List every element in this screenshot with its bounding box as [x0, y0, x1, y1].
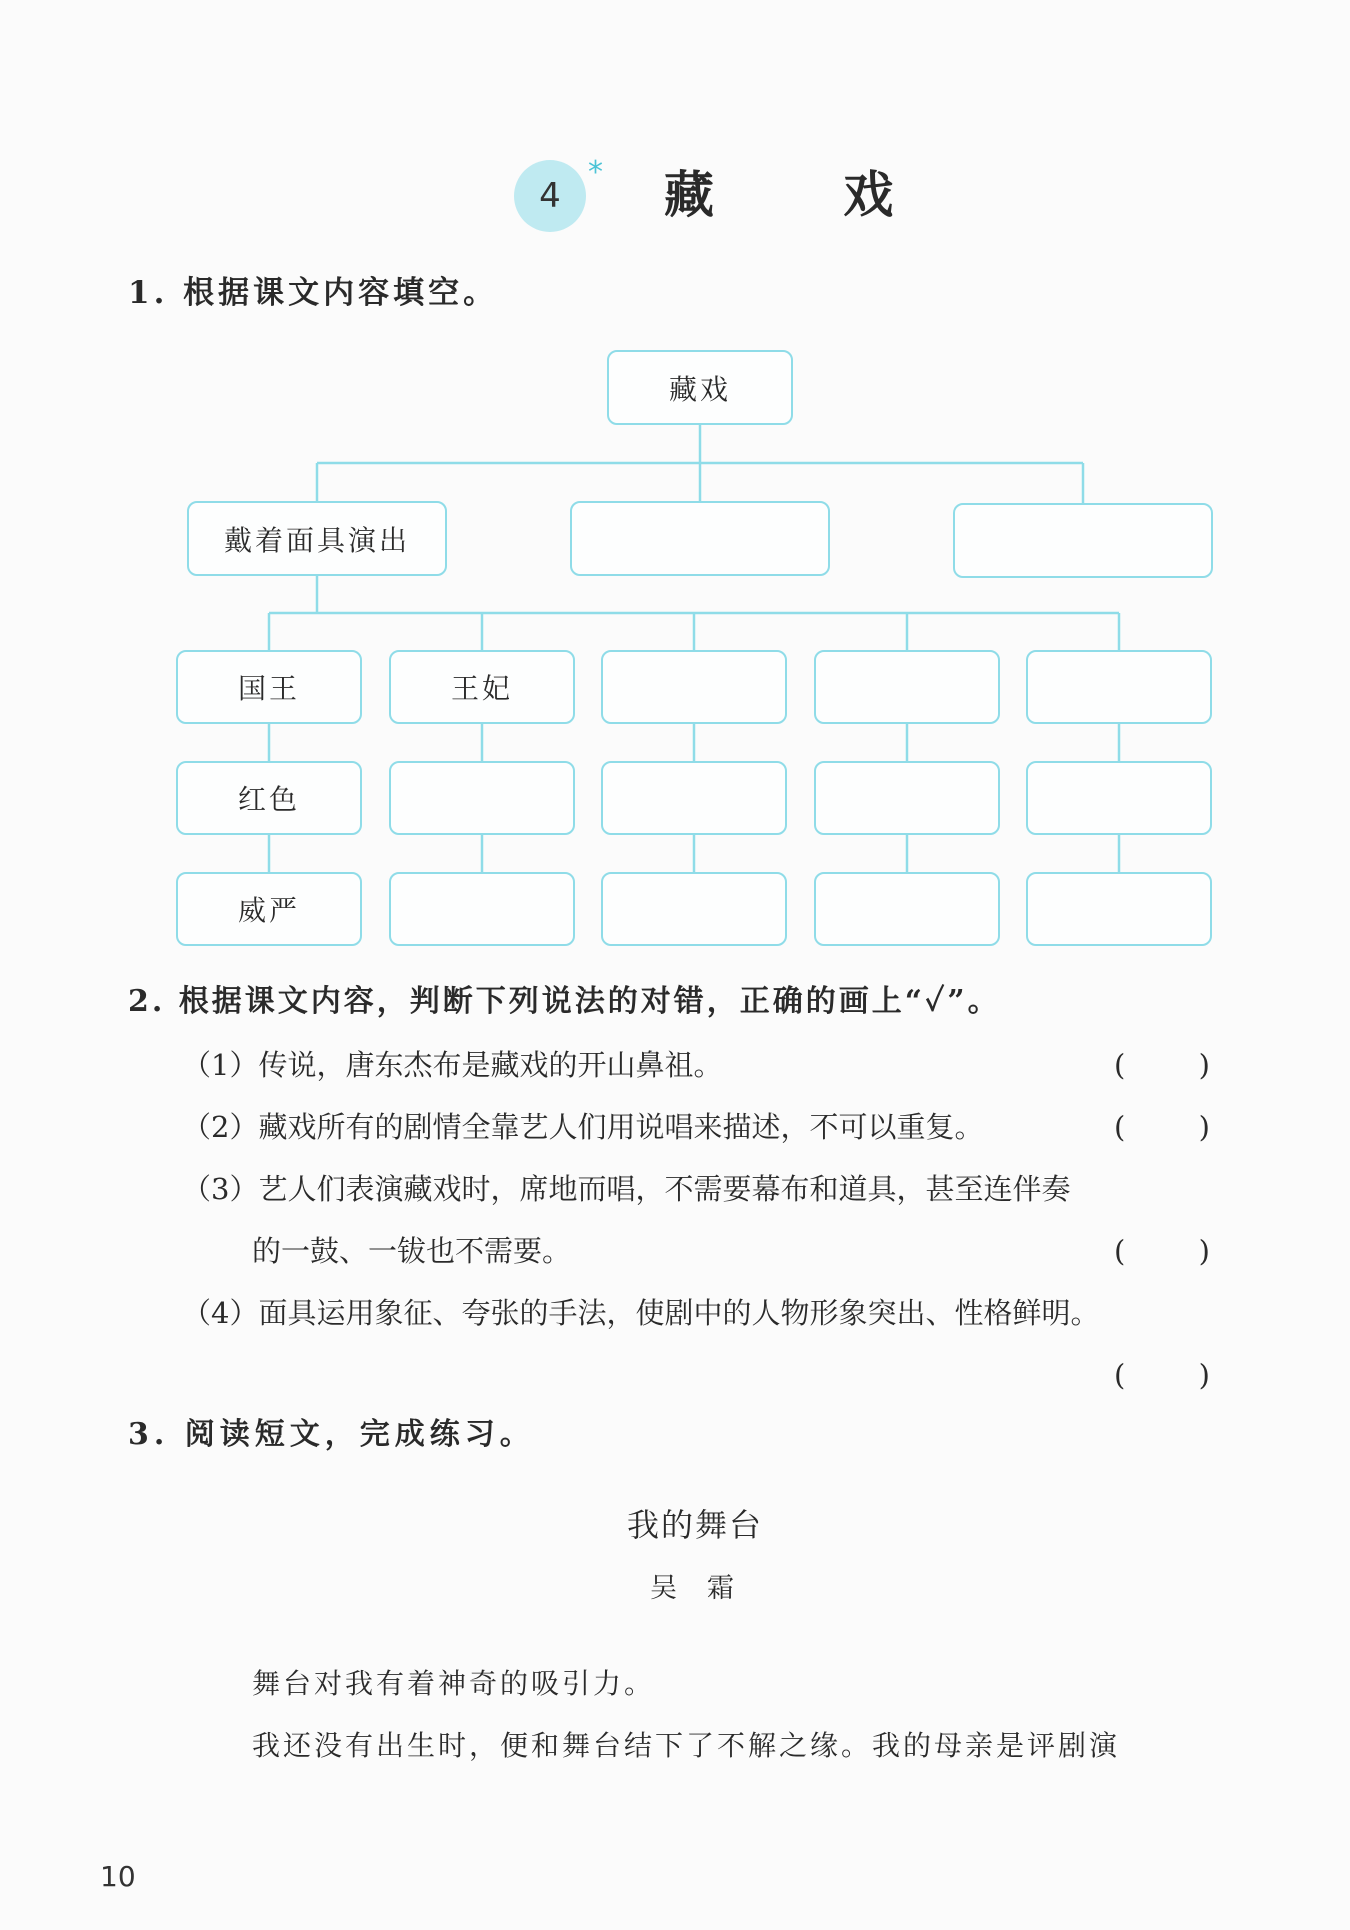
q2-item-2: [182, 1110, 984, 1144]
item-number: （2）: [182, 1110, 259, 1144]
item-number: （4）: [182, 1296, 259, 1330]
item-text: 面具运用象征、夸张的手法，使剧中的人物形象突出、性格鲜明。: [258, 1296, 1100, 1330]
article-title: 我的舞台: [626, 1506, 763, 1544]
page-number: 10: [100, 1860, 136, 1893]
q1-heading: 1. 根据课文内容填空。: [128, 275, 499, 311]
q2-heading: 2. 根据课文内容，判断下列说法的对错，正确的画上“✓”。: [128, 984, 1001, 1019]
diagram-mask-color-1: 红色: [176, 761, 362, 835]
diagram-feature-box-1: 戴着面具演出: [187, 501, 447, 576]
q2-item-3: [182, 1172, 1071, 1206]
diagram-mask-character-1: 国王: [176, 650, 362, 724]
diagram-mask-character-2: 王妃: [389, 650, 575, 724]
lesson-number: 4: [539, 176, 561, 216]
diagram-mask-color-4[interactable]: [814, 761, 1000, 835]
article-paragraph-2: 我还没有出生时，便和舞台结下了不解之缘。我的母亲是评剧演: [252, 1729, 1121, 1762]
diagram-mask-character-3[interactable]: [601, 650, 787, 724]
diagram-mask-meaning-1: 威严: [176, 872, 362, 946]
q3-heading: 3. 阅读短文，完成练习。: [128, 1417, 535, 1452]
diagram-mask-color-5[interactable]: [1026, 761, 1212, 835]
diagram-mask-meaning-2[interactable]: [389, 872, 575, 946]
diagram-root-box: 藏戏: [607, 350, 793, 425]
q2-item-3-continued: 的一鼓、一钹也不需要。: [252, 1234, 572, 1268]
item-text: 传说，唐东杰布是藏戏的开山鼻祖。: [258, 1048, 723, 1082]
lesson-title: 藏 戏: [664, 165, 950, 224]
diagram-mask-color-3[interactable]: [601, 761, 787, 835]
q2-answer-1[interactable]: ( ): [1114, 1048, 1210, 1082]
diagram-mask-meaning-5[interactable]: [1026, 872, 1212, 946]
q2-answer-3[interactable]: ( ): [1114, 1234, 1210, 1268]
diagram-mask-meaning-3[interactable]: [601, 872, 787, 946]
diagram-mask-color-2[interactable]: [389, 761, 575, 835]
diagram-feature-box-2[interactable]: [570, 501, 830, 576]
q2-answer-4[interactable]: ( ): [1114, 1358, 1210, 1392]
article-author: 吴霜: [650, 1573, 764, 1604]
item-number: （3）: [182, 1172, 259, 1206]
q2-item-4: [182, 1296, 1100, 1330]
diagram-mask-meaning-4[interactable]: [814, 872, 1000, 946]
item-number: （1）: [182, 1048, 259, 1082]
article-paragraph-1: 舞台对我有着神奇的吸引力。: [252, 1667, 656, 1700]
diagram-mask-character-5[interactable]: [1026, 650, 1212, 724]
item-text: 艺人们表演藏戏时，席地而唱，不需要幕布和道具，甚至连伴奏: [258, 1172, 1071, 1206]
diagram-mask-character-4[interactable]: [814, 650, 1000, 724]
lesson-star-mark: *: [588, 155, 603, 190]
q2-item-1: [182, 1048, 723, 1082]
q2-answer-2[interactable]: ( ): [1114, 1110, 1210, 1144]
diagram-feature-box-3[interactable]: [953, 503, 1213, 578]
item-text: 藏戏所有的剧情全靠艺人们用说唱来描述，不可以重复。: [258, 1110, 984, 1144]
